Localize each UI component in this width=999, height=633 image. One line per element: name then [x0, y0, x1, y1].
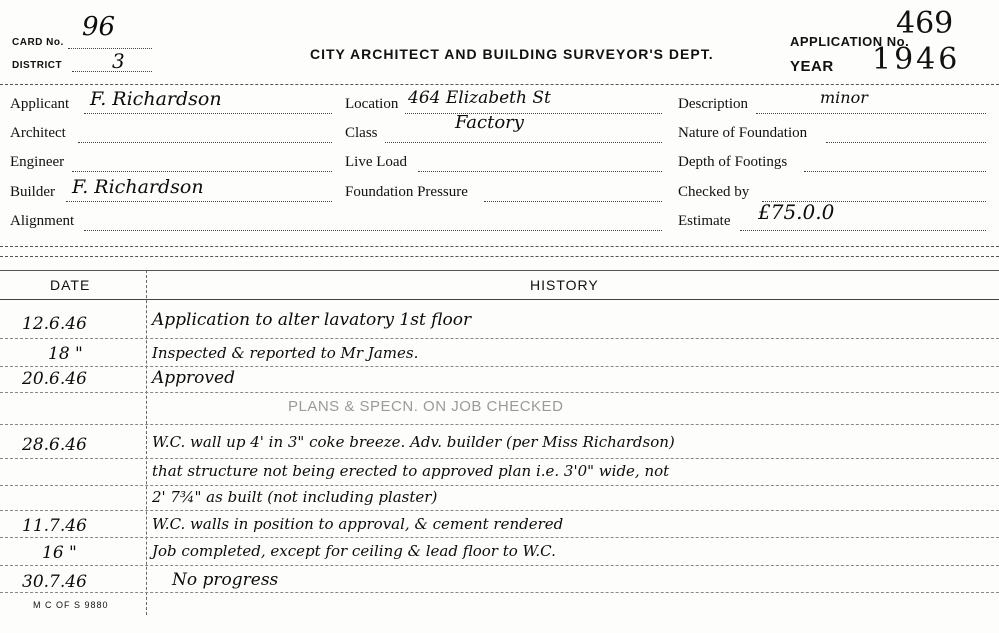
- card-no-value: 96: [82, 12, 116, 42]
- history-entry-text: Approved: [152, 368, 235, 388]
- builder-label: Builder: [10, 184, 55, 200]
- history-rule: [0, 565, 999, 566]
- class-line: [385, 142, 662, 143]
- date-column-header: DATE: [50, 277, 91, 293]
- history-entry-text: No progress: [172, 570, 279, 590]
- live-load-label: Live Load: [345, 154, 408, 170]
- history-entry-text: W.C. walls in position to approval, & cement rendered: [152, 515, 564, 533]
- history-rule: [0, 424, 999, 425]
- class-label: Class: [345, 125, 378, 141]
- depth-of-footings-label: Depth of Footings: [678, 154, 788, 170]
- alignment-line: [84, 230, 662, 231]
- year-value: 1946: [872, 42, 961, 77]
- history-entry-date: 16 ": [42, 543, 77, 563]
- history-rule: [0, 366, 999, 367]
- foundation-pressure-label: Foundation Pressure: [345, 184, 468, 200]
- history-entry-text: 2' 7¾" as built (not including plaster): [152, 488, 438, 506]
- builder-line: [66, 201, 332, 202]
- history-entry-text: that structure not being erected to approved plan i.e. 3'0" wide, not: [152, 462, 670, 480]
- estimate-line: [740, 230, 986, 231]
- history-entry-date: 30.7.46: [22, 572, 87, 592]
- applicant-line: [84, 113, 332, 114]
- history-entry-text: W.C. wall up 4' in 3" coke breeze. Adv. builder (per Miss Richardson): [152, 433, 675, 451]
- live-load-line: [418, 171, 662, 172]
- builder-value: F. Richardson: [72, 176, 204, 198]
- class-value: Factory: [455, 112, 524, 133]
- history-entry-date: 18 ": [48, 344, 83, 364]
- architect-label: Architect: [10, 125, 66, 141]
- location-label: Location: [345, 96, 399, 112]
- estimate-value: £75.0.0: [758, 200, 835, 224]
- history-rule: [0, 537, 999, 538]
- estimate-label: Estimate: [678, 213, 731, 229]
- district-value: 3: [112, 49, 125, 73]
- stamp: [288, 398, 563, 415]
- date-column-divider: [146, 270, 147, 615]
- history-top-rule: [0, 270, 999, 271]
- engineer-label: Engineer: [10, 154, 65, 170]
- history-entry-date: 12.6.46: [22, 314, 87, 334]
- application-no-value: 469: [896, 6, 954, 41]
- location-line: [405, 113, 662, 114]
- fields-divider-2: [0, 256, 999, 257]
- application-no-label: APPLICATION No.: [790, 34, 910, 49]
- history-entry-text: Job completed, except for ceiling & lead floor to W.C.: [152, 542, 556, 560]
- description-label: Description: [678, 96, 748, 112]
- depth-of-footings-line: [804, 171, 986, 172]
- alignment-label: Alignment: [10, 213, 75, 229]
- history-entry-date: 20.6.46: [22, 369, 87, 389]
- card-no-line: [68, 48, 152, 49]
- description-line: [756, 113, 986, 114]
- engineer-line: [72, 171, 332, 172]
- checked-by-label: Checked by: [678, 184, 750, 200]
- stamp-text: PLANS & SPECN. ON JOB CHECKED: [288, 398, 564, 415]
- year-label: YEAR: [790, 58, 834, 75]
- applicant-value: F. Richardson: [90, 88, 222, 110]
- header-divider: [0, 84, 999, 85]
- history-rule: [0, 458, 999, 459]
- history-header-rule: [0, 299, 999, 300]
- history-rule: [0, 338, 999, 339]
- history-rule: [0, 485, 999, 486]
- architect-line: [78, 142, 332, 143]
- district-line: [72, 71, 152, 72]
- foundation-pressure-line: [484, 201, 662, 202]
- history-column-header: HISTORY: [530, 277, 599, 293]
- fields-divider: [0, 246, 999, 247]
- history-entry-date: 28.6.46: [22, 435, 87, 455]
- applicant-label: Applicant: [10, 96, 70, 112]
- description-value: minor: [820, 88, 868, 107]
- form-code: M C OF S 9880: [33, 600, 109, 610]
- history-entry-text: Inspected & reported to Mr James.: [152, 344, 419, 362]
- card-no-label: CARD No.: [12, 37, 64, 48]
- location-value: 464 Elizabeth St: [408, 88, 551, 108]
- history-entry-date: 11.7.46: [22, 516, 87, 536]
- history-entry-text: Application to alter lavatory 1st floor: [152, 310, 472, 330]
- nature-of-foundation-line: [826, 142, 986, 143]
- history-rule: [0, 392, 999, 393]
- department-title: CITY ARCHITECT AND BUILDING SURVEYOR'S DEPT.: [310, 46, 714, 62]
- history-rule: [0, 592, 999, 593]
- history-rule: [0, 510, 999, 511]
- district-label: DISTRICT: [12, 60, 63, 71]
- nature-of-foundation-label: Nature of Foundation: [678, 125, 808, 141]
